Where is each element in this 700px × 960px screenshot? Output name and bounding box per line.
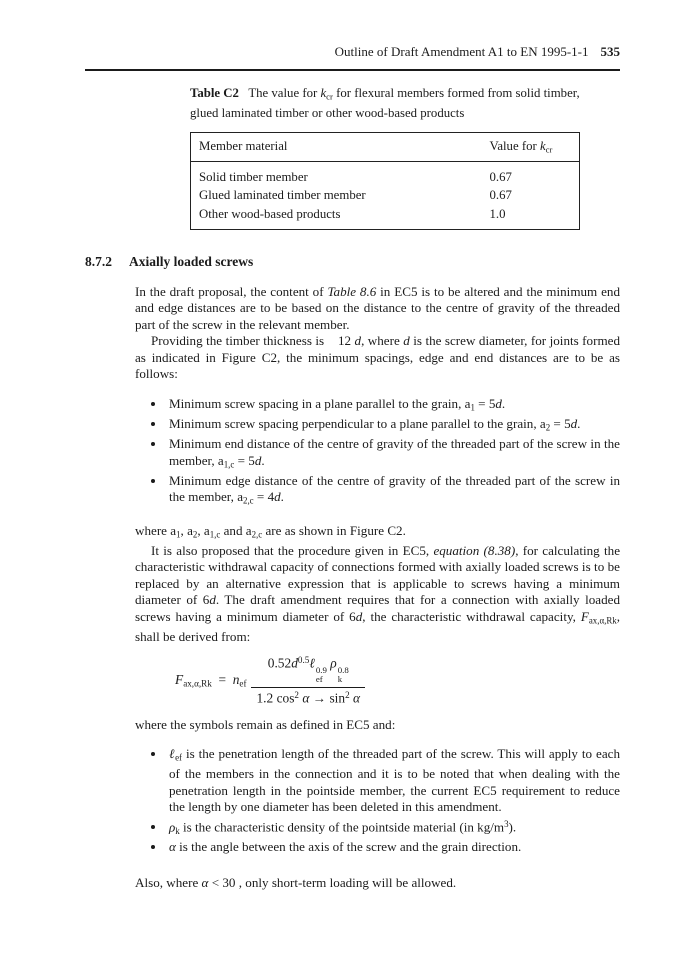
header-rule: [85, 69, 620, 71]
section-number: 8.7.2: [85, 253, 112, 269]
bullet-item: • Minimum screw spacing in a plane parallel to the grain, $a_1 = 5d$.: [166, 396, 620, 416]
table-row: [191, 205, 580, 230]
paragraph-intro: In the draft proposal, the content of Table 8.6 in EC5 is to be altered and the minimum end and edge distances are to be based on the distance to the centre of gravity of the threaded part of the screw in the relevant member.: [135, 283, 620, 332]
bullet-item: • $\rho_k$ is the characteristic density of the pointside material (in $kg/m^3$).: [166, 816, 620, 840]
bullet-item: • Minimum edge distance of the centre of gravity of the threaded part of the screw in the member, $a_{2,c} = 4d$.: [166, 473, 620, 510]
column-header-value-kcr: Value for $k_{cr}$: [482, 132, 580, 162]
table-c2: [190, 132, 580, 230]
section-title: Axially loaded screws: [129, 253, 254, 269]
table-c2-caption: Table C2 The value for $k_{cr}$ for flexural members formed from solid timber, glued laminated timber or other wood-based products: [190, 86, 580, 121]
withdrawal-capacity-equation: [175, 655, 620, 707]
equation-numerator: $0.52d^{0.5}\ell$ 0.9 ef ρ 0.8 k: [251, 655, 365, 688]
paragraph-where-shown: where $a_1$, $a_2$, $a_{1,c}$ and $a_{2,c}$ are as shown in Figure C2.: [135, 522, 406, 540]
bullet-item: • Minimum screw spacing perpendicular to a plane parallel to the grain, $a_2 = 5d$.: [166, 416, 620, 436]
cell-material: Solid timber member: [199, 170, 308, 185]
running-header: [85, 44, 620, 60]
paragraph-symbols: where the symbols remain as defined in EC5 and:: [135, 716, 396, 732]
equation-lhs: $F_{ax,\alpha,Rk} = n_{ef}$: [175, 672, 247, 690]
body-text-column: [135, 284, 620, 891]
table-row: [191, 186, 580, 204]
paragraph-proposed: It is also proposed that the procedure given in EC5, equation (8.38), for calculating the characteristic withdrawal capacity of connections formed with axially loaded screws is to be replaced by an alternative expression that is applicable to screws having a minimum diameter of 6d. The draft amendment requires that for a connection with axially loaded screws having a minimum diameter of 6d, the characteristic withdrawal capacity, $F_{ax,\alpha,Rk}$, shall be derived from:: [135, 542, 621, 644]
running-header-title: Outline of Draft Amendment A1 to EN 1995-1-1: [334, 44, 589, 59]
cell-value: 0.67: [489, 170, 512, 185]
page-number: 535: [600, 44, 620, 59]
table-c2-block: [190, 85, 582, 230]
cell-value: 0.67: [489, 188, 512, 203]
table-header-row: [191, 132, 580, 162]
section-heading: [85, 254, 620, 270]
cell-material: Glued laminated timber member: [199, 188, 366, 203]
spacing-bullet-list: [135, 396, 620, 510]
cell-value: 1.0: [482, 205, 580, 230]
equation-fraction: [251, 655, 365, 707]
table-row: [191, 162, 580, 187]
cell-material: Other wood-based products: [191, 205, 482, 230]
paragraph-also: Also, where α < 30 , only short-term loading will be allowed.: [135, 874, 457, 890]
column-header-member-material: Member material: [191, 132, 482, 162]
equation-denominator: 1.2 $\cos^2 \alpha \to \sin^2 \alpha$: [256, 690, 361, 706]
bullet-item: • Minimum end distance of the centre of gravity of the threaded part of the screw in the member, $a_{1,c} = 5d$.: [166, 436, 620, 473]
bullet-item: • ℓ$_{ef}$ is the penetration length of the threaded part of the screw. This will apply to each of the members in the connection and it is to be noted that when dealing with the penetration length in the pointside member, the current EC5 requirement to reduce the length by one diameter has been deleted in this amendment.: [166, 746, 620, 816]
bullet-item: • α is the angle between the axis of the screw and the grain direction.: [166, 839, 620, 856]
symbol-bullet-list: [135, 746, 620, 856]
paragraph-providing: Providing the timber thickness is 12 d, where d is the screw diameter, for joints formed as indicated in Figure C2, the minimum spacings, edge and end distances are to be as follows:: [135, 333, 620, 382]
